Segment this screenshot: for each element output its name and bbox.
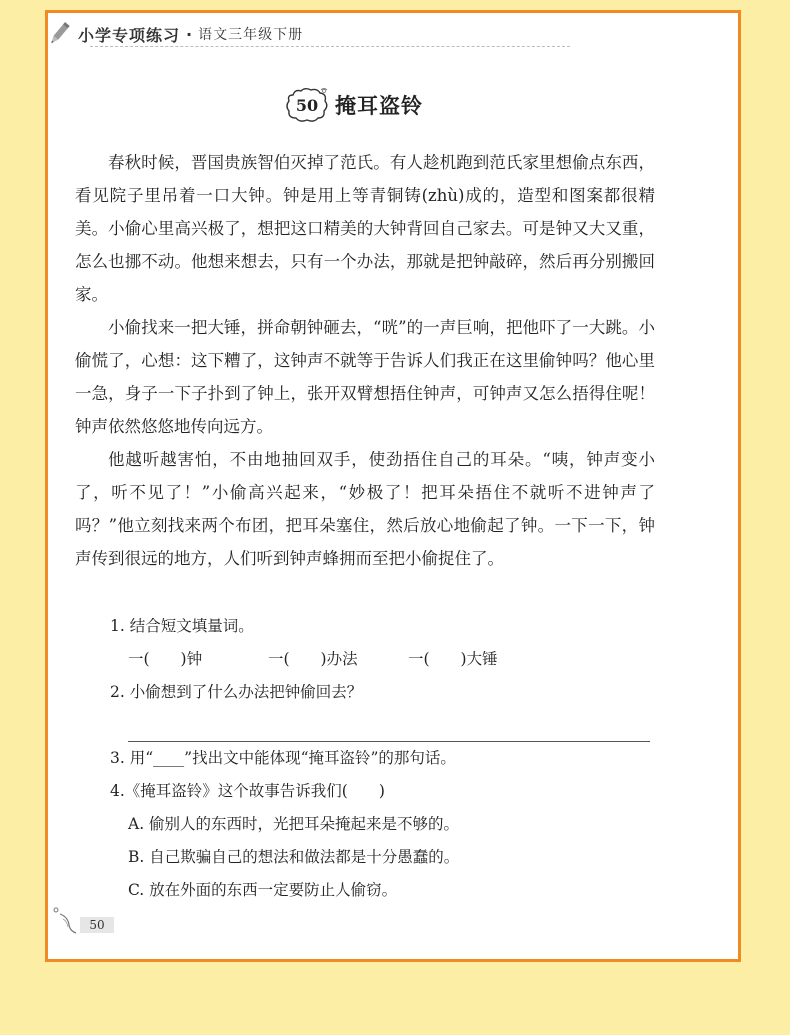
question-4-option-b[interactable]: B. 自己欺骗自己的想法和做法都是十分愚蠢的。 (128, 848, 460, 866)
swirl-decoration-icon (52, 905, 78, 935)
header-series-title: 小学专项练习 (78, 25, 181, 45)
page-header (46, 21, 303, 47)
question-3-prompt: 3. 用“____”找出文中能体现“掩耳盗铃”的那句话。 (110, 749, 456, 767)
header-divider (90, 46, 570, 47)
measure-word-blank-hammer[interactable]: 一( )大锤 (408, 650, 498, 668)
lesson-title: 掩耳盗铃 (335, 94, 423, 118)
lesson-badge (285, 87, 329, 123)
question-1-blanks (110, 643, 650, 676)
question-4-prompt: 4.《掩耳盗铃》这个故事告诉我们( ) (110, 782, 385, 800)
lesson-heading (285, 83, 423, 127)
header-book-title: 语文三年级下册 (198, 27, 304, 43)
passage-paragraph-2: 小偷找来一把大锤，拼命朝钟砸去，“咣”的一声巨响，把他吓了一大跳。小偷慌了，心想：这下糟了，这钟声不就等于告诉人们我正在这里偷钟吗？他心里一急，身子一下子扑到了钟上，张开双臂想捂住钟声，可钟声又怎么捂得住呢！钟声依然悠悠地传向远方。 (75, 318, 655, 436)
header-separator: · (186, 24, 193, 44)
pencil-icon (46, 21, 72, 47)
page-footer (52, 905, 114, 935)
question-2-prompt: 2. 小偷想到了什么办法把钟偷回去？ (110, 683, 363, 701)
passage-paragraph-1: 春秋时候，晋国贵族智伯灭掉了范氏。有人趁机跑到范氏家里想偷点东西，看见院子里吊着一口大钟。钟是用上等青铜铸(zhù)成的，造型和图案都很精美。小偷心里高兴极了，想把这口精美的大钟背回自己家去。可是钟又大又重，怎么也挪不动。他想来想去，只有一个办法，那就是把钟敲碎，然后再分别搬回家。 (75, 153, 655, 304)
question-1-prompt: 1. 结合短文填量词。 (110, 617, 254, 635)
passage-paragraph-3: 他越听越害怕，不由地抽回双手，使劲捂住自己的耳朵。“咦，钟声变小了，听不见了！”小偷高兴起来，“妙极了！把耳朵捂住不就听不进钟声了吗？”他立刻找来两个布团，把耳朵塞住，然后放心地偷起了钟。一下一下，钟声传到很远的地方，人们听到钟声蜂拥而至把小偷捉住了。 (75, 450, 655, 568)
question-4-option-a[interactable]: A. 偷别人的东西时，光把耳朵掩起来是不够的。 (128, 815, 460, 833)
measure-word-blank-method[interactable]: 一( )办法 (268, 650, 358, 668)
reading-passage (75, 146, 655, 575)
question-2-answer-line[interactable] (128, 709, 650, 742)
measure-word-blank-bell[interactable]: 一( )钟 (128, 650, 203, 668)
lesson-number: 50 (295, 96, 319, 115)
question-4-option-c[interactable]: C. 放在外面的东西一定要防止人偷窃。 (128, 881, 398, 899)
exercise-questions (110, 610, 650, 907)
page-number: 50 (80, 917, 114, 933)
